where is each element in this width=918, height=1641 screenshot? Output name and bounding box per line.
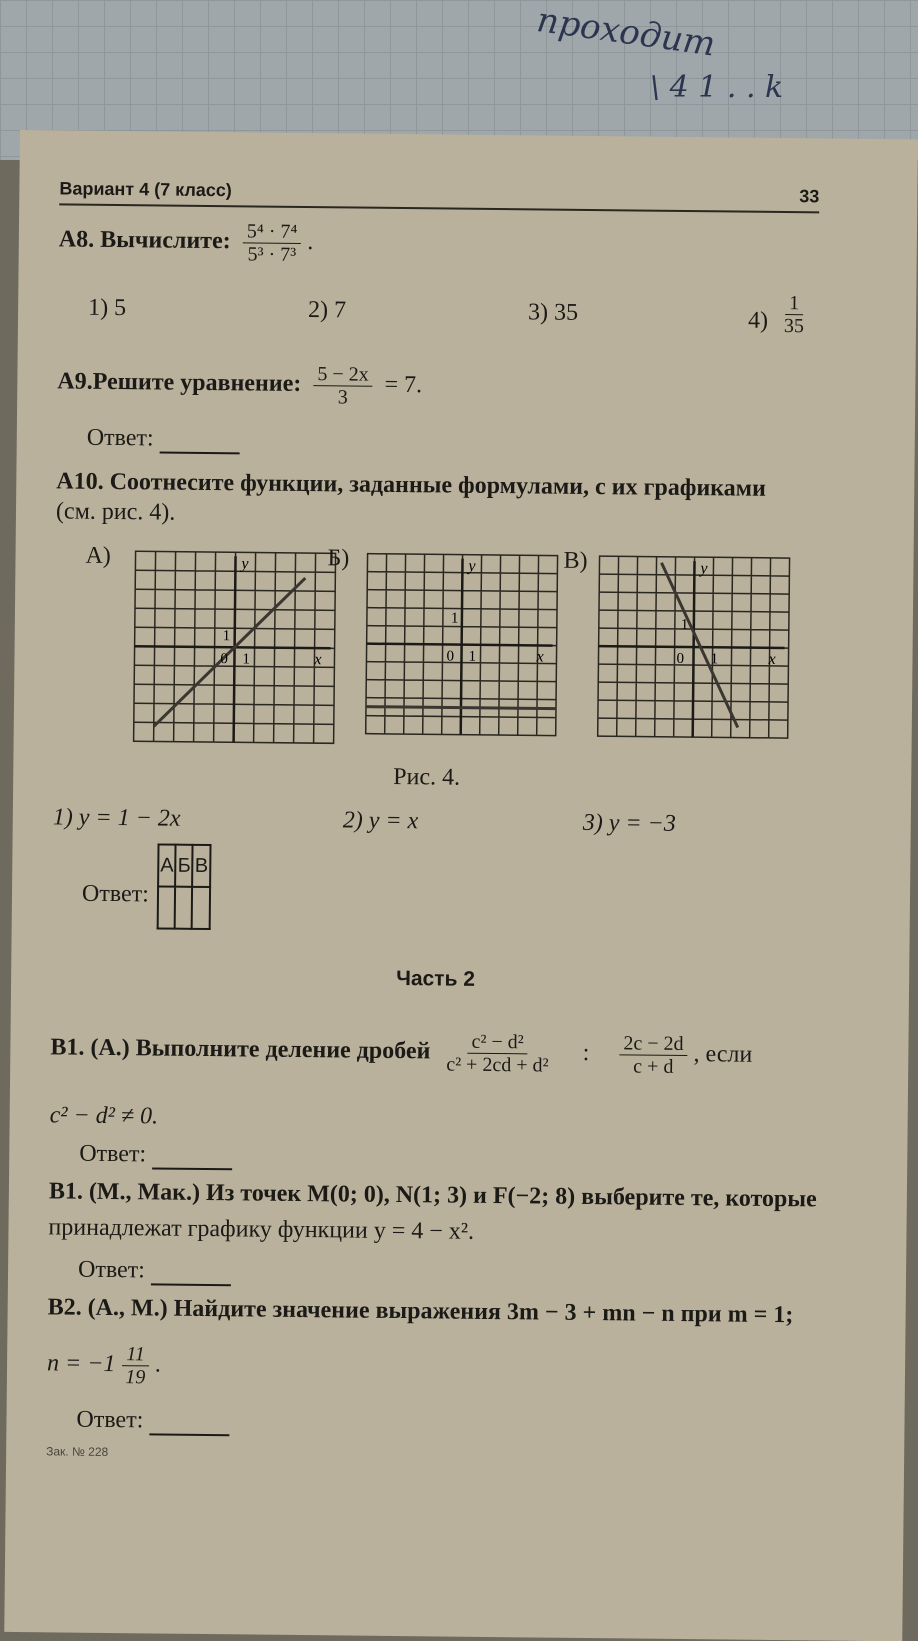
- b2-answer-label: Ответ:: [76, 1406, 144, 1434]
- graph-b-zero: 0: [446, 648, 455, 665]
- b1m-answer-blank[interactable]: [151, 1261, 231, 1286]
- graph-b: [325, 543, 587, 756]
- a10-answer-table: [157, 843, 212, 930]
- graph-c-zero: 0: [676, 650, 685, 667]
- graph-b-line: [366, 707, 556, 709]
- graph-c: [561, 546, 819, 759]
- b1m-line2: принадлежат графику функции y = 4 − x².: [48, 1214, 475, 1245]
- graph-a-y-label: y: [241, 555, 249, 573]
- graph-b-svg: [355, 544, 587, 756]
- b1a-line2: c² − d² ≠ 0.: [49, 1102, 159, 1130]
- graph-c-label: В): [563, 547, 588, 574]
- answer-cell-b[interactable]: [175, 887, 193, 929]
- b2-answer: [76, 1405, 229, 1437]
- answer-col-a: А: [158, 844, 176, 886]
- answer-col-b: Б: [175, 845, 193, 887]
- a9-answer-blank[interactable]: [159, 429, 239, 454]
- a9-denominator: 3: [337, 386, 348, 409]
- b1a-tail: , если: [693, 1041, 753, 1068]
- b1a-fraction-1: [442, 1030, 553, 1076]
- a8-option-4: [747, 292, 814, 346]
- a8-fraction: [242, 220, 301, 266]
- task-a9: [57, 360, 422, 409]
- graph-b-x-axis: [367, 644, 553, 646]
- page-header: [59, 178, 819, 213]
- b2-suffix: .: [155, 1351, 162, 1378]
- page-number: 33: [799, 186, 820, 207]
- graph-c-line: [660, 563, 740, 728]
- graph-b-label: Б): [327, 545, 350, 572]
- graph-c-one-y: 1: [680, 616, 689, 634]
- a8-numerator: 5⁴ · 7⁴: [243, 220, 302, 244]
- b1a-f2-den: c + d: [633, 1055, 674, 1078]
- b2-line1: В2. (А., М.) Найдите значение выражения 3m − 3 + mn − n при m = 1;: [47, 1294, 794, 1329]
- a8-option-4-fraction: [780, 292, 808, 337]
- answer-cell-c[interactable]: [192, 887, 210, 929]
- b1m-line1: В1. (М., Мак.) Из точек M(0; 0), N(1; 3) и F(−2; 8) выберите те, которые: [48, 1178, 817, 1213]
- a8-option-4-den: 35: [783, 315, 805, 338]
- a8-option-4-label: 4): [747, 307, 769, 334]
- b2-answer-blank[interactable]: [149, 1411, 229, 1436]
- b2-frac-den: 19: [125, 1366, 146, 1389]
- task-b1-a: [50, 1026, 840, 1079]
- graph-c-y-axis: [693, 561, 695, 737]
- a9-rhs: = 7.: [384, 371, 423, 399]
- task-a8: А8. Вычислите: $\frac{\text{5⁴ · 7⁴}}{\text{5³ · 7³}}$ .: [58, 220, 314, 266]
- a10-answer-label: Ответ:: [81, 880, 149, 908]
- task-a10: [56, 466, 827, 534]
- a9-numerator: 5 − 2x: [313, 363, 373, 387]
- a10-text-line1: А10. Соотнесите функции, заданные формулами, с их графиками: [56, 468, 767, 502]
- formula-1: 1) y = 1 − 2x: [52, 804, 181, 832]
- b2-fraction: [121, 1343, 149, 1388]
- b2-prefix: n = −1: [46, 1350, 116, 1378]
- textbook-page: [4, 130, 918, 1641]
- graph-c-x-label: x: [768, 650, 776, 668]
- b1a-label: В1. (А.) Выполните деление дробей: [50, 1034, 431, 1065]
- b1m-answer-label: Ответ:: [77, 1256, 146, 1284]
- a8-option-2: 2) 7: [307, 297, 347, 324]
- graph-a: [84, 541, 356, 754]
- graph-c-x-axis: [599, 646, 785, 648]
- a8-denominator: 5³ · 7³: [247, 243, 297, 266]
- b1a-f2-num: 2c − 2d: [619, 1032, 687, 1056]
- b2-line2: [47, 1342, 162, 1388]
- b1a-f1-num: c² − d²: [467, 1031, 527, 1055]
- answer-col-c: В: [193, 845, 211, 887]
- b2-frac-num: 11: [122, 1343, 149, 1366]
- graph-a-zero: 0: [220, 651, 229, 668]
- graph-b-one-y: 1: [450, 610, 459, 627]
- a8-options: [58, 292, 818, 338]
- a9-answer: [87, 423, 240, 455]
- graph-a-one-y: 1: [222, 628, 231, 645]
- b1a-answer: [79, 1139, 232, 1171]
- handwritten-note-2: \ 4 1 . . k: [650, 70, 784, 105]
- b1a-fraction-2: [619, 1032, 688, 1078]
- header-title: Вариант 4 (7 класс): [59, 178, 232, 201]
- graph-c-y-label: y: [700, 560, 708, 578]
- graph-b-y-label: y: [468, 557, 476, 575]
- part2-title: Часть 2: [396, 966, 476, 991]
- a9-label: А9.Решите уравнение:: [57, 368, 302, 397]
- task-b1-m: [48, 1176, 849, 1250]
- a10-text-line2: (см. рис. 4).: [55, 498, 176, 526]
- a8-option-3: 3) 35: [527, 299, 579, 326]
- formula-3: 3) y = −3: [582, 809, 676, 837]
- graph-a-svg: [124, 541, 356, 753]
- b1a-f1-den: c² + 2cd + d²: [446, 1053, 549, 1077]
- footer-note: Зак. № 228: [46, 1444, 109, 1459]
- formula-2: 2) y = x: [342, 807, 419, 835]
- graph-c-one-x: 1: [710, 651, 719, 668]
- b1a-answer-label: Ответ:: [79, 1140, 147, 1168]
- a8-label: А8. Вычислите:: [58, 226, 231, 255]
- a8-option-1: 1) 5: [88, 294, 127, 322]
- graph-b-one-x: 1: [468, 648, 477, 665]
- graph-a-x-label: x: [314, 651, 322, 669]
- b1m-answer: [78, 1255, 231, 1287]
- b1a-answer-blank[interactable]: [152, 1145, 232, 1170]
- figure-caption: Рис. 4.: [393, 763, 461, 791]
- a9-fraction: [313, 363, 373, 409]
- handwritten-note: проходит: [534, 0, 718, 65]
- a8-option-4-num: 1: [785, 292, 803, 315]
- b1a-colon: :: [582, 1039, 590, 1067]
- graph-c-svg: [587, 546, 819, 758]
- answer-cell-a[interactable]: [158, 886, 176, 928]
- a10-formulas: [52, 802, 823, 837]
- graph-b-x-label: x: [536, 648, 544, 666]
- graph-a-one-x: 1: [242, 651, 251, 668]
- graph-a-label: А): [85, 542, 112, 569]
- a9-answer-label: Ответ:: [86, 424, 154, 452]
